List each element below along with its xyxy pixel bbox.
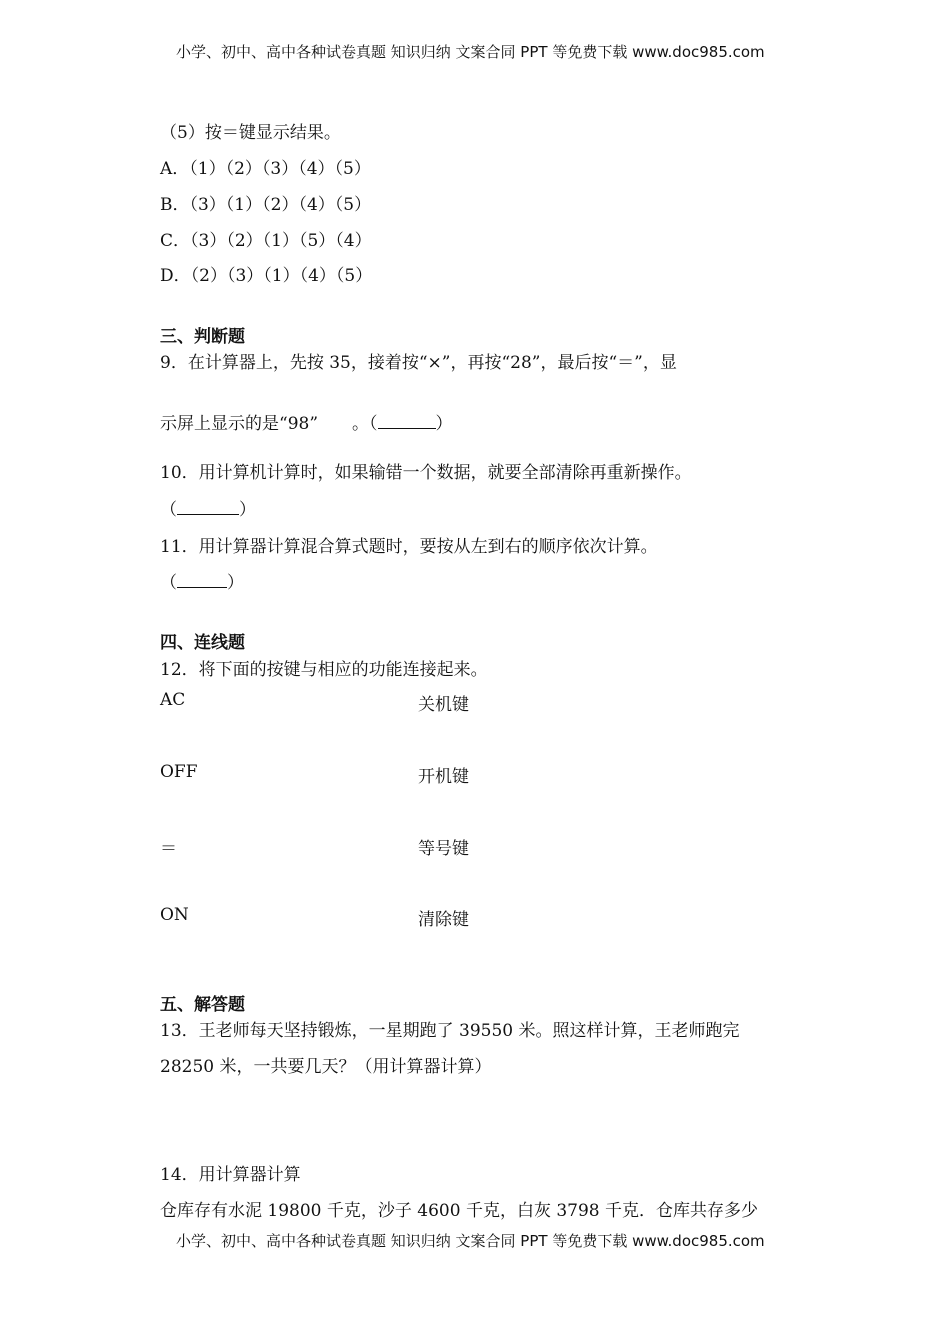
q9-line2 [160,409,453,434]
section3-title: 三、判断题 [160,327,245,347]
page-header: 小学、初中、高中各种试卷真题 知识归纳 文案合同 PPT 等免费下载 www.doc985.com [176,43,765,61]
q10-answer [160,495,256,520]
section5-title: 五、解答题 [160,995,245,1015]
q10-text: 10．用计算机计算时，如果输错一个数据，就要全部清除再重新操作。 [160,463,692,483]
q9-answer-blank[interactable] [378,414,436,429]
q9-line1: 9．在计算器上，先按 35，接着按“×”，再按“28”，最后按“＝”，显 [160,353,677,373]
key-off[interactable]: OFF [160,762,198,782]
q13-line1: 13．王老师每天坚持锻炼，一星期跑了 39550 米。照这样计算，王老师跑完 [160,1021,740,1041]
q11-answer [160,568,244,593]
q12-text: 12．将下面的按键与相应的功能连接起来。 [160,660,488,680]
q9-text: 示屏上显示的是“98” 。（ [160,414,378,434]
function-equals-key[interactable]: 等号键 [418,839,469,859]
q9-paren-close: ） [435,414,453,434]
q11-text: 11．用计算器计算混合算式题时，要按从左到右的顺序依次计算。 [160,537,658,557]
q8-option-a: A．（1）（2）（3）（4）（5） [160,159,371,179]
q8-option-d: D．（2）（3）（1）（4）（5） [160,266,373,286]
q10-answer-blank[interactable] [177,500,239,515]
q8-option-c: C．（3）（2）（1）（5）（4） [160,231,372,251]
q8-option-b: B．（3）（1）（2）（4）（5） [160,195,372,215]
q10-paren-open: （ [160,500,177,520]
function-off-key[interactable]: 关机键 [418,695,469,715]
q11-paren-close: ） [227,573,244,593]
q11-paren-open: （ [160,573,177,593]
q13-line2: 28250 米，一共要几天？（用计算器计算） [160,1057,492,1077]
key-ac[interactable]: AC [160,690,186,710]
q14-line2: 仓库存有水泥 19800 千克，沙子 4600 千克，白灰 3798 千克．仓库共存多少 [160,1201,759,1221]
q8-step5: （5）按＝键显示结果。 [160,123,341,143]
key-equals[interactable]: ＝ [160,839,177,859]
page-footer: 小学、初中、高中各种试卷真题 知识归纳 文案合同 PPT 等免费下载 www.doc985.com [176,1232,765,1250]
function-on-key[interactable]: 开机键 [418,767,469,787]
q11-answer-blank[interactable] [177,573,227,588]
q14-line1: 14．用计算器计算 [160,1165,301,1185]
section4-title: 四、连线题 [160,633,245,653]
q10-paren-close: ） [239,500,256,520]
function-clear-key[interactable]: 清除键 [418,910,469,930]
key-on[interactable]: ON [160,905,189,925]
